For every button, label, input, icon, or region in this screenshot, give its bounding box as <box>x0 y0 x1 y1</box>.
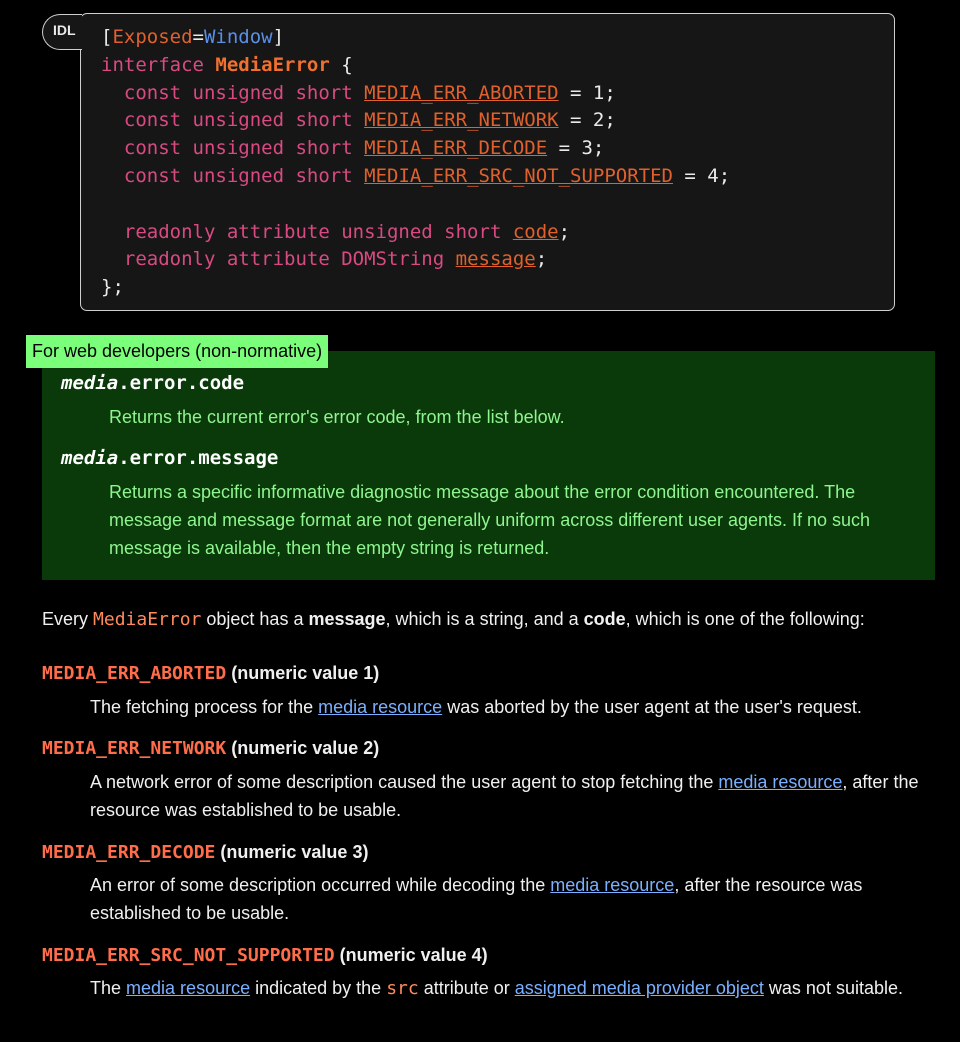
numeric-value: (numeric value 2) <box>226 738 380 758</box>
dev-term-obj: media <box>61 447 119 469</box>
text: , which is a string, and a <box>385 609 584 629</box>
text: The <box>90 978 127 998</box>
text: A network error of some description caused the user agent to stop fetching the <box>90 772 719 792</box>
idl-const-link[interactable]: MEDIA_ERR_DECODE <box>364 137 548 160</box>
text: was aborted by the user agent at the user's request. <box>442 697 862 717</box>
idl-keyword: interface <box>101 53 204 76</box>
idl-const-type: const unsigned short <box>123 137 353 160</box>
media-resource-link[interactable]: media resource <box>550 875 675 895</box>
numeric-value: (numeric value 4) <box>334 945 488 965</box>
dev-note-label: For web developers (non-normative) <box>26 335 328 368</box>
media-resource-link[interactable]: media resource <box>126 978 251 998</box>
idl-const-value: = 1; <box>558 81 616 104</box>
def-description <box>90 975 930 1003</box>
idl-const-value: = 3; <box>547 137 605 160</box>
text: , after the resource was established to be usable. <box>90 875 863 923</box>
idl-attr-code-link[interactable]: code <box>512 220 559 243</box>
def-term <box>42 738 379 759</box>
const-name: MEDIA_ERR_DECODE <box>42 842 216 863</box>
dev-term-message <box>61 447 278 469</box>
media-resource-link[interactable]: media resource <box>718 772 843 792</box>
idl-equals: = <box>192 26 204 48</box>
text: indicated by the <box>250 978 387 998</box>
dev-term-obj: media <box>61 372 119 394</box>
text: , after the resource was established to be usable. <box>90 772 919 820</box>
text: was not suitable. <box>763 978 903 998</box>
idl-bracket: ] <box>272 26 285 48</box>
dev-term-prop: .error.message <box>118 447 279 469</box>
bold-term: code <box>583 609 626 629</box>
idl-attr-type: readonly attribute DOMString <box>123 248 445 271</box>
def-term <box>42 945 488 966</box>
dev-desc-code: Returns the current error's error code, from the list below. <box>109 407 565 427</box>
idl-const-type: const unsigned short <box>123 109 353 132</box>
idl-const-value: = 4; <box>672 164 731 187</box>
text: An error of some description occurred while decoding the <box>90 875 551 895</box>
idl-bracket: [ <box>101 26 113 48</box>
dev-desc-message: Returns a specific informative diagnostic message about the error condition encountered. The message and message format are not generally uniform across different user agents. If no such message is available, then the empty string is returned. <box>109 482 871 558</box>
inline-code: MediaError <box>93 609 202 630</box>
idl-const-link[interactable]: MEDIA_ERR_ABORTED <box>364 81 559 104</box>
numeric-value: (numeric value 3) <box>215 842 369 862</box>
idl-interface-name: MediaError <box>215 53 330 76</box>
inline-code: src <box>386 978 419 999</box>
idl-ext-value: Window <box>203 26 273 48</box>
idl-semicolon: ; <box>535 248 548 271</box>
dev-term-prop: .error.code <box>118 372 245 394</box>
const-name: MEDIA_ERR_NETWORK <box>42 738 227 759</box>
idl-code <box>101 24 730 302</box>
idl-close-brace: }; <box>101 276 124 299</box>
def-description <box>90 872 930 927</box>
idl-const-link[interactable]: MEDIA_ERR_NETWORK <box>364 109 559 132</box>
bold-term: message <box>308 609 386 629</box>
intro-paragraph <box>42 609 865 630</box>
def-description <box>90 769 930 824</box>
text: object has a <box>201 609 309 629</box>
text: attribute or <box>418 978 515 998</box>
text: , which is one of the following: <box>625 609 865 629</box>
idl-const-value: = 2; <box>558 109 616 132</box>
idl-brace: { <box>329 53 353 76</box>
dev-note-box <box>42 351 935 580</box>
def-term <box>42 842 368 863</box>
text: The fetching process for the <box>90 697 319 717</box>
idl-const-type: const unsigned short <box>123 164 353 187</box>
idl-extended-attr: Exposed <box>112 26 193 48</box>
idl-const-link[interactable]: MEDIA_ERR_SRC_NOT_SUPPORTED <box>364 164 673 187</box>
idl-attr-type: readonly attribute unsigned short <box>123 220 502 243</box>
media-resource-link[interactable]: media resource <box>318 697 443 717</box>
text: Every <box>42 609 94 629</box>
idl-attr-message-link[interactable]: message <box>455 248 536 271</box>
const-name: MEDIA_ERR_SRC_NOT_SUPPORTED <box>42 945 335 966</box>
numeric-value: (numeric value 1) <box>226 663 380 683</box>
dev-term-code <box>61 372 244 394</box>
idl-tag: IDL <box>42 14 82 50</box>
idl-semicolon: ; <box>558 220 571 243</box>
media-provider-link[interactable]: assigned media provider object <box>514 978 764 998</box>
const-name: MEDIA_ERR_ABORTED <box>42 663 227 684</box>
idl-const-type: const unsigned short <box>123 81 353 104</box>
def-term <box>42 663 379 684</box>
def-description <box>90 694 930 722</box>
